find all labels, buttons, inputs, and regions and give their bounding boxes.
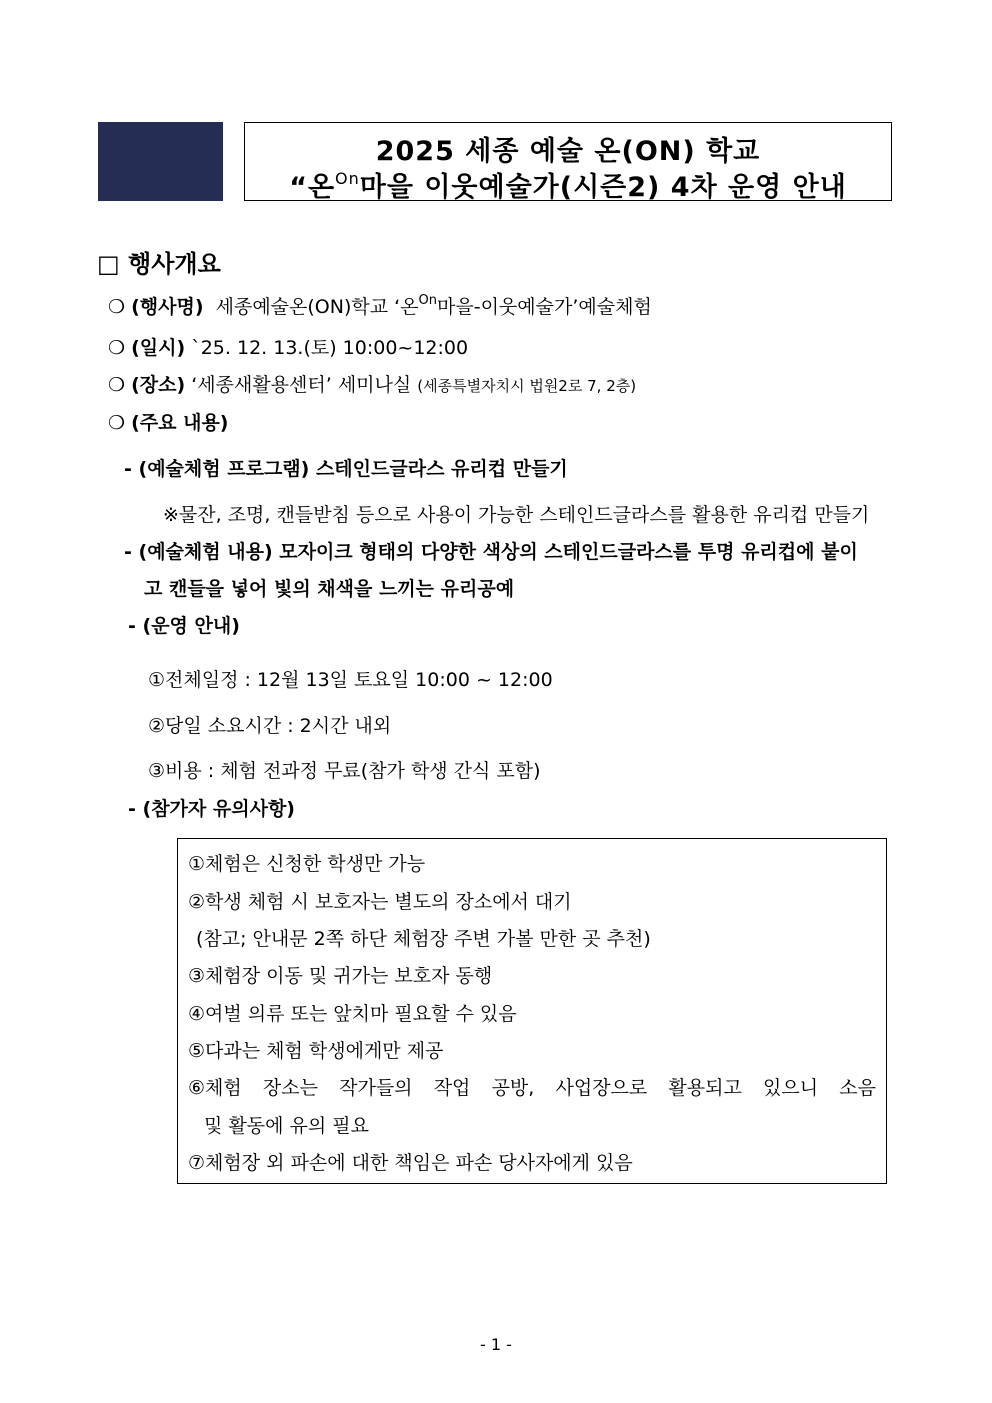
title-line-1: 2025 세종 예술 온(ON) 학교: [375, 136, 761, 167]
notice-item: ⑦체험장 외 파손에 대한 책임은 파손 당사자에게 있음: [188, 1152, 633, 1174]
caution-heading: - (참가자 유의사항): [128, 798, 295, 820]
notice-item: ⑤다과는 체험 학생에게만 제공: [188, 1040, 444, 1062]
content-row-line-2: 고 캔들을 넣어 빛의 채색을 느끼는 유리공예: [144, 578, 515, 600]
notice-box: [177, 838, 887, 1184]
circle-bullet-icon: ❍: [108, 412, 126, 434]
circle-bullet-icon: ❍: [108, 337, 126, 359]
program-row: - (예술체험 프로그램) 스테인드글라스 유리컵 만들기: [124, 458, 568, 480]
title-box: [244, 122, 892, 201]
place-address: (세종특별자치시 법원2로 7, 2층): [417, 377, 637, 395]
notice-item: ④여벌 의류 또는 앞치마 필요할 수 있음: [188, 1003, 517, 1025]
notice-item-continuation: 및 활동에 유의 필요: [204, 1115, 369, 1137]
program-note: ※물잔, 조명, 캔들받침 등으로 사용이 가능한 스테인드글라스를 활용한 유리컵 만들기: [163, 504, 870, 526]
operation-item: ②당일 소요시간 : 2시간 내외: [148, 715, 392, 737]
title-decoration-block: [98, 122, 223, 201]
circle-bullet-icon: ❍: [108, 296, 126, 318]
notice-item-continuation: (참고; 안내문 2쪽 하단 체험장 주변 가볼 만한 곳 추천): [196, 928, 651, 950]
operation-item: ③비용 : 체험 전과정 무료(참가 학생 간식 포함): [148, 760, 541, 782]
notice-item: ⑥체험 장소는 작가들의 작업 공방, 사업장으로 활용되고 있으니 소음: [188, 1077, 876, 1099]
content-row-line-1: - (예술체험 내용) 모자이크 형태의 다양한 색상의 스테인드글라스를 투명 유리컵에 붙이: [124, 541, 858, 563]
event-date-row: ❍ (일시) `25. 12. 13.(토) 10:00~12:00: [108, 337, 469, 359]
main-content-row: ❍ (주요 내용): [108, 412, 229, 434]
event-name-row: ❍ (행사명) 세종예술온(ON)학교 ‘온$^{On}$마을-이웃예술가’예술체험: [108, 293, 652, 318]
operation-heading: - (운영 안내): [128, 615, 240, 637]
page-number: - 1 -: [480, 1335, 512, 1354]
section-heading: □ 행사개요: [97, 250, 221, 278]
operation-item: ①전체일정 : 12월 13일 토요일 10:00 ~ 12:00: [148, 669, 553, 691]
circle-bullet-icon: ❍: [108, 374, 126, 396]
title-line-2: “온$^{On}$마을 이웃예술가(시즌2) 4차 운영 안내: [289, 169, 847, 203]
notice-item: ②학생 체험 시 보호자는 별도의 장소에서 대기: [188, 891, 572, 913]
checkbox-square-icon: □: [97, 250, 120, 278]
notice-item: ③체험장 이동 및 귀가는 보호자 동행: [188, 965, 493, 987]
event-place-row: ❍ (장소) ‘세종새활용센터’ 세미나실 (세종특별자치시 법원2로 7, 2층): [108, 374, 637, 396]
notice-item: ①체험은 신청한 학생만 가능: [188, 853, 426, 875]
